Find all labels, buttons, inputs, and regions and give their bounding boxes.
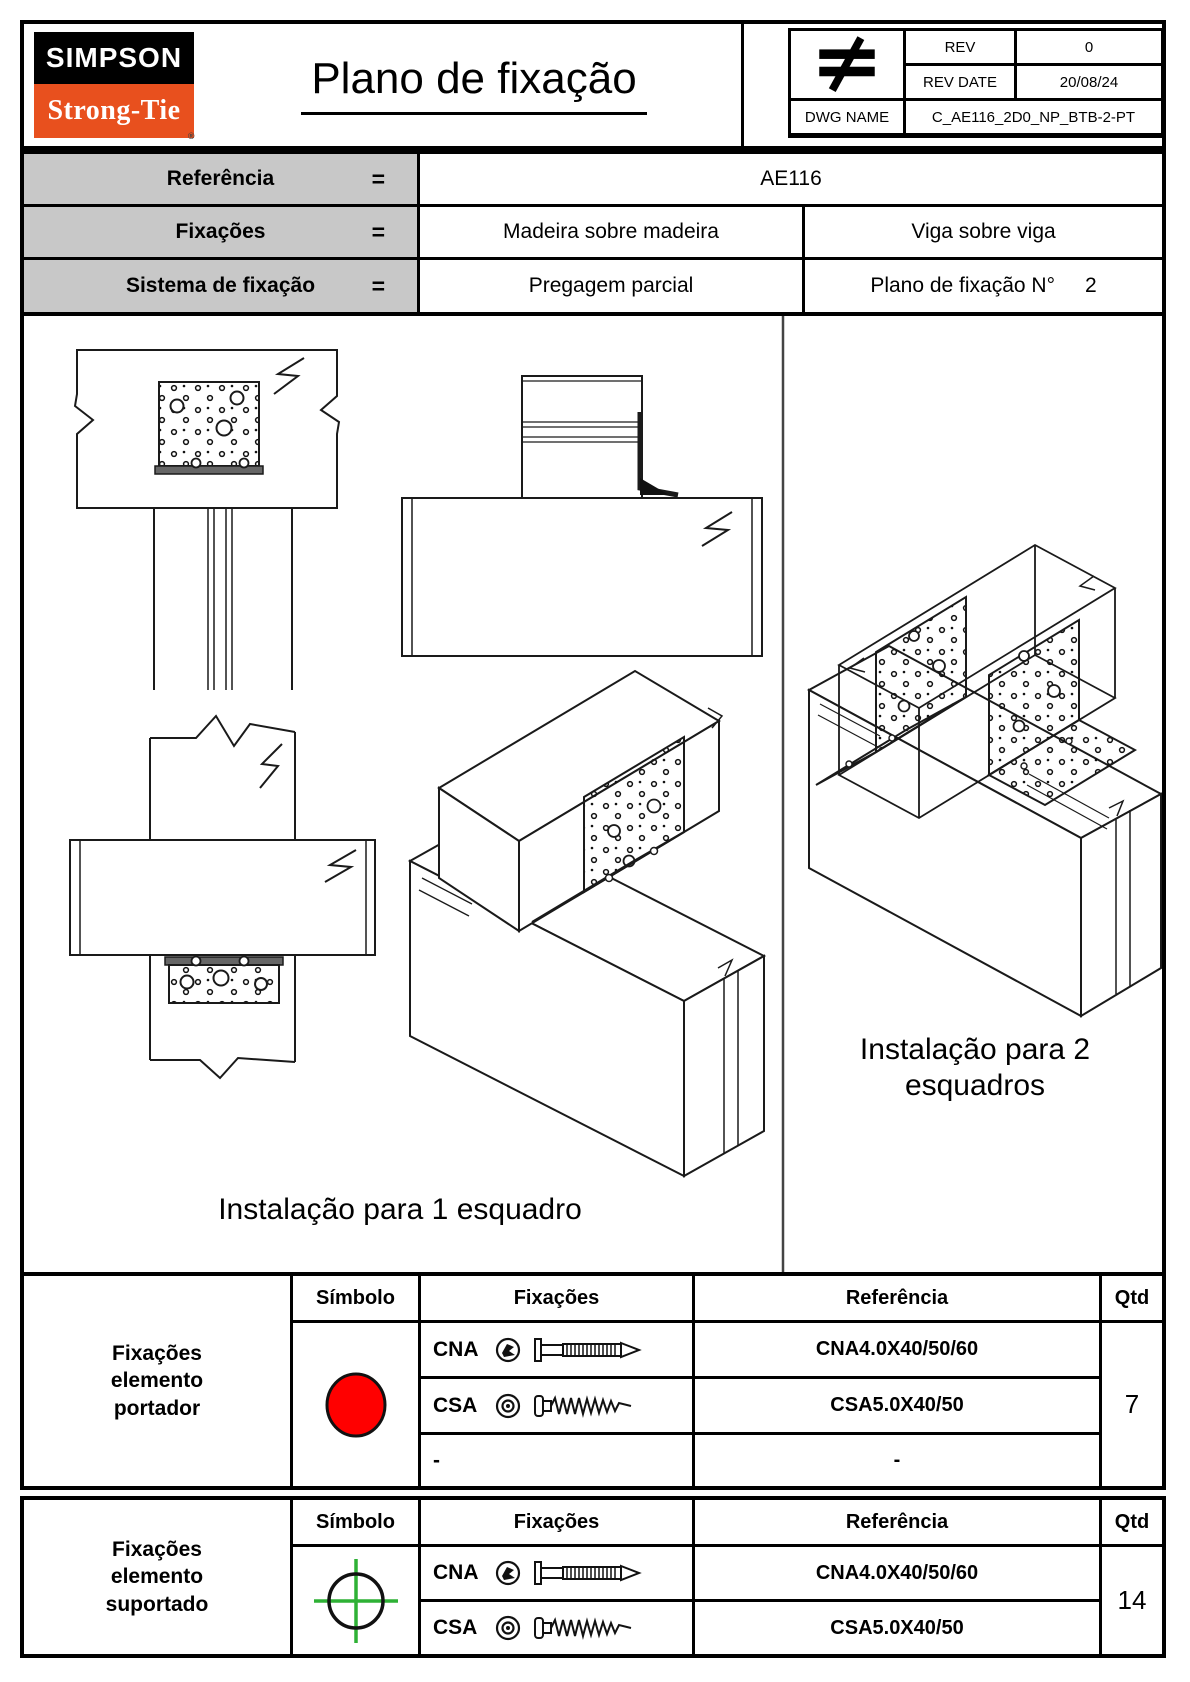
reference-empty: - bbox=[695, 1435, 1099, 1486]
rev-date-value: 20/08/24 bbox=[1017, 66, 1161, 98]
annular-ring-nail-head-icon bbox=[493, 1558, 523, 1588]
registered-mark: ® bbox=[187, 131, 195, 141]
header-qtd: Qtd bbox=[1102, 1500, 1162, 1544]
red-circle-symbol bbox=[293, 1323, 418, 1486]
header-simbolo: Símbolo bbox=[293, 1500, 418, 1544]
revision-table bbox=[788, 28, 1164, 138]
reference-cna: CNA4.0X40/50/60 bbox=[695, 1547, 1099, 1599]
header-fixacoes: Fixações bbox=[421, 1276, 692, 1320]
caption-two-brackets: Instalação para 2 esquadros bbox=[859, 1033, 1091, 1102]
fixacoes-right-value: Viga sobre viga bbox=[805, 207, 1162, 257]
qty-portador: 7 bbox=[1102, 1323, 1162, 1486]
caption-one-bracket: Instalação para 1 esquadro bbox=[218, 1193, 582, 1226]
reference-csa: CSA5.0X40/50 bbox=[695, 1602, 1099, 1654]
isometric-two-brackets-drawing bbox=[809, 545, 1161, 1016]
header-referencia: Referência bbox=[695, 1276, 1099, 1320]
simpson-strongtie-logo bbox=[34, 32, 195, 141]
logo-strongtie: Strong-Tie ® bbox=[34, 84, 194, 138]
header-simbolo: Símbolo bbox=[293, 1276, 418, 1320]
front-view-drawing bbox=[75, 350, 339, 690]
plano-number-value: 2 bbox=[1085, 274, 1097, 297]
info-table bbox=[20, 150, 1166, 316]
sistema-label-cell: Sistema de fixação = bbox=[24, 260, 417, 312]
page-title: Plano de fixação bbox=[214, 54, 734, 115]
isometric-one-bracket-drawing bbox=[410, 671, 764, 1176]
reference-cna: CNA4.0X40/50/60 bbox=[695, 1323, 1099, 1376]
referencia-label-cell: Referência = bbox=[24, 154, 417, 204]
rev-label: REV bbox=[906, 31, 1014, 63]
wood-screw-icon bbox=[533, 1613, 645, 1643]
screw-head-icon bbox=[493, 1391, 523, 1421]
fixing-row-csa: CSA bbox=[421, 1379, 692, 1432]
drawing-area bbox=[20, 316, 1166, 1272]
fixing-row-empty: - bbox=[421, 1435, 692, 1486]
rev-value: 0 bbox=[1017, 31, 1161, 63]
equals-sign: = bbox=[371, 272, 385, 299]
fixing-row-cna: CNA bbox=[421, 1547, 692, 1599]
fastener-table-portador bbox=[20, 1272, 1166, 1490]
fixing-row-cna: CNA bbox=[421, 1323, 692, 1376]
technical-drawing bbox=[24, 316, 1162, 1272]
qty-suportado: 14 bbox=[1102, 1547, 1162, 1654]
not-equal-icon bbox=[791, 31, 903, 98]
rev-date-label: REV DATE bbox=[906, 66, 1014, 98]
header-fixacoes: Fixações bbox=[421, 1500, 692, 1544]
group-label-portador: Fixações elemento portador bbox=[24, 1276, 290, 1486]
group-label-suportado: Fixações elemento suportado bbox=[24, 1500, 290, 1654]
side-view-drawing bbox=[402, 376, 762, 656]
fixing-row-csa: CSA bbox=[421, 1602, 692, 1654]
dwg-name-value: C_AE116_2D0_NP_BTB-2-PT bbox=[906, 101, 1161, 133]
cross-view-drawing bbox=[70, 716, 375, 1078]
fixacoes-left-value: Madeira sobre madeira bbox=[420, 207, 802, 257]
reference-csa: CSA5.0X40/50 bbox=[695, 1379, 1099, 1432]
annular-ring-nail-icon bbox=[533, 1335, 645, 1365]
equals-sign: = bbox=[371, 218, 385, 245]
header-divider bbox=[741, 24, 744, 146]
wood-screw-icon bbox=[533, 1391, 645, 1421]
dwg-name-label: DWG NAME bbox=[791, 101, 903, 133]
plano-number-cell: Plano de fixação N° 2 bbox=[805, 260, 1162, 312]
fastener-table-suportado bbox=[20, 1496, 1166, 1658]
referencia-value: AE116 bbox=[420, 154, 1162, 204]
sistema-left-value: Pregagem parcial bbox=[420, 260, 802, 312]
title-block bbox=[20, 20, 1166, 150]
equals-sign: = bbox=[371, 165, 385, 192]
annular-ring-nail-icon bbox=[533, 1558, 645, 1588]
header-qtd: Qtd bbox=[1102, 1276, 1162, 1320]
green-crosshair-symbol bbox=[293, 1547, 418, 1654]
header-referencia: Referência bbox=[695, 1500, 1099, 1544]
screw-head-icon bbox=[493, 1613, 523, 1643]
fixacoes-label-cell: Fixações = bbox=[24, 207, 417, 257]
logo-simpson: SIMPSON bbox=[34, 32, 194, 84]
annular-ring-nail-head-icon bbox=[493, 1335, 523, 1365]
